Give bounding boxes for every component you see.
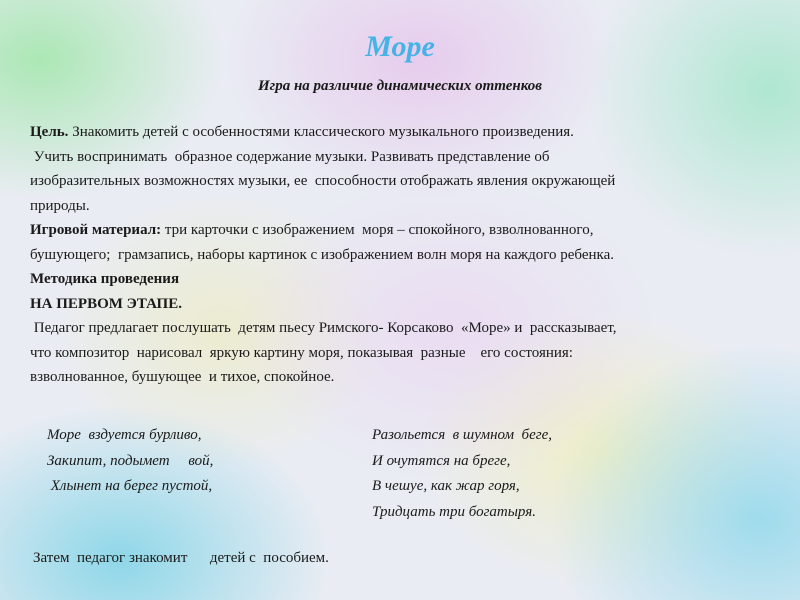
slide-title: Море xyxy=(365,30,435,63)
goal-label: Цель. xyxy=(30,124,69,140)
closing-text: Затем педагог знакомит детей с пособием. xyxy=(33,550,329,566)
material-text: три карточки с изображением моря – спокойного, взволнованного, xyxy=(161,222,594,238)
stage-heading: НА ПЕРВОМ ЭТАПЕ. xyxy=(30,295,182,312)
poem-line: И очутятся на бреге, xyxy=(372,452,511,469)
poem-right-column xyxy=(372,423,552,525)
goal-line: изобразительных возможностях музыки, ее способности отображать явления окружающей xyxy=(30,173,616,189)
poem-line: Закипит, подымет вой, xyxy=(47,452,214,469)
poem-line: Тридцать три богатыря. xyxy=(372,503,536,520)
slide-subtitle: Игра на различие динамических оттенков xyxy=(258,78,542,94)
description-line: что композитор нарисовал яркую картину моря, показывая разные его состояния: xyxy=(30,344,573,361)
material-line xyxy=(30,218,790,243)
poem-line: Разольется в шумном беге, xyxy=(372,427,553,443)
poem-line: Хлынет на берег пустой, xyxy=(47,478,213,494)
goal-text: Знакомить детей с особенностями классического музыкального произведения. xyxy=(68,124,574,140)
poem-line: Море вздуется бурливо, xyxy=(47,427,202,443)
poem-line: В чешуе, как жар горя, xyxy=(372,478,520,494)
goal-line xyxy=(30,120,790,145)
material-label: Игровой материал: xyxy=(30,222,162,238)
material-line: бушующего; грамзапись, наборы картинок с изображением волн моря на каждого ребенка. xyxy=(30,246,614,263)
method-heading: Методика проведения xyxy=(30,271,180,287)
poem-left-column xyxy=(47,423,213,500)
goal-line: природы. xyxy=(30,197,90,214)
description-line: взволнованное, бушующее и тихое, спокойное. xyxy=(30,369,335,385)
description-line: Педагог предлагает послушать детям пьесу Римского- Корсаково «Море» и рассказывает, xyxy=(30,320,617,336)
goal-line: Учить воспринимать образное содержание музыки. Развивать представление об xyxy=(30,148,550,165)
body-text xyxy=(30,120,790,390)
